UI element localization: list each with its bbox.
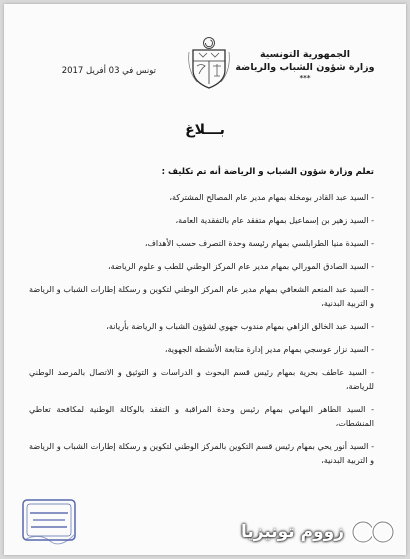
letterhead [230,48,380,82]
list-item: - السيدة منيا الطرابلسي بمهام رئيسة وحدة التصرف حسب الأهداف، [144,238,374,248]
list-item: - السيد زهير بن إسماعيل بمهام متفقد عام بالتفقدية العامة، [175,215,374,225]
document-page [4,4,406,555]
list-item: - السيد عبد الخالق الزاهي بمهام مندوب جهوي لشؤون الشباب و الرياضة بأريانة، [106,321,374,331]
appointments-list [29,190,374,476]
list-item: - السيد عاطف بحرية بمهام رئيس قسم البحوث و الدراسات و التوثيق و الاتصال بالمرصد الوطني للرياضة، [29,367,374,391]
list-item: - السيد الطاهر البهامي بمهام رئيس وحدة المراقبة و التفقد بالوكالة الوطنية لمكافحة تعاطي المنشطات، [29,404,374,428]
list-item: - السيد نزار عوسجي بمهام مدير إدارة متابعة الأنشطة الجهوية، [164,344,374,354]
header-stars: *** [299,74,311,82]
coat-of-arms-icon [187,36,231,90]
ministry-name: وزارة شؤون الشباب والرياضة [235,62,375,73]
list-item: - السيد عبد المنعم الشعافي بمهام مدير عام المركز الوطني لتكوين و رسكلة إطارات الشباب و الرياضة و التربية البدنية، [29,284,374,308]
document-title: بـــلاغ [185,122,225,138]
list-item: - السيد عبد القادر بومخلة بمهام مدير عام المصالح المشتركة، [169,192,374,202]
zoom-logo-icon [350,519,396,545]
watermark-text: زووم تونيزيا [240,522,344,542]
document-date: تونس في 03 أفريل 2017 [61,66,156,76]
republic-name: الجمهورية التونسية [260,49,350,60]
list-item: - السيد الصادق المورالي بمهام مدير عام المركز الوطني للطب و علوم الرياضة، [108,261,374,271]
list-item: - السيد أنور يحي بمهام رئيس قسم التكوين بالمركز الوطني لتكوين و رسكلة إطارات الشباب و الرياضة و التربية البدنية، [29,441,374,465]
intro-text: تعلم وزارة شؤون الشباب و الرياضة أنه تم تكليف : [161,167,374,177]
official-stamp-icon [20,495,78,545]
watermark [241,517,396,547]
